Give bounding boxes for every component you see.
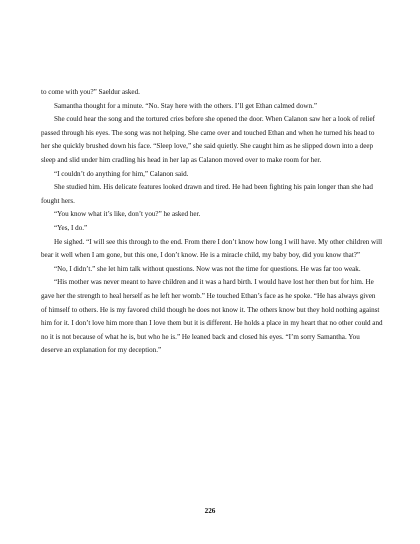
paragraph: “Yes, I do.” xyxy=(54,223,88,232)
paragraph: to come with you?” Saeldur asked. xyxy=(41,88,140,96)
paragraph: He sighed. “I will see this through to the end. From there I don’t know how long I will have. My other children will bear it well when I am gone, but this one, I don’t know. He is a miracle child, my baby boy, did you know that?” xyxy=(41,237,383,260)
paragraph: “His mother was never meant to have children and it was a hard birth. I would have lost her then but for him. He gave her the strength to heal herself as he left her womb.” He touched Ethan’s face as he spoke. “He has always given of himself to others. He is my favored child though he does not know it. The others know but they hold nothing against him for it. I don’t love him more than I love them but it is different. He holds a place in my heart that no other could and no it is not because of what he is, but who he is.” He leaned back and closed his eyes. “I’m sorry Samantha. You deserve an explanation for my deception.” xyxy=(41,278,383,355)
page-number: 226 xyxy=(204,507,216,515)
paragraph: Samantha thought for a minute. “No. Stay here with the others. I’ll get Ethan calmed down.” xyxy=(54,101,317,110)
paragraph: She studied him. His delicate features looked drawn and tired. He had been fighting his pain longer than she had fought hers. xyxy=(41,183,373,205)
body-text xyxy=(41,86,383,358)
paragraph: “I couldn’t do anything for him,” Calanon said. xyxy=(54,169,189,178)
paragraph: “No, I didn’t.” she let him talk without questions. Now was not the time for questions. He was far too weak. xyxy=(54,264,361,273)
paragraph: She could hear the song and the tortured cries before she opened the door. When Calanon saw her a look of relief passed through his eyes. The song was not helping. She came over and touched Ethan and when he turned his head to her she quickly brushed down his face. “Sleep love,” she said quietly. She caught him as he slipped down into a deep sleep and slid under him cradling his head in her lap as Calanon moved over to make room for her. xyxy=(41,115,375,164)
paragraph: “You know what it’s like, don’t you?” he asked her. xyxy=(54,210,201,219)
